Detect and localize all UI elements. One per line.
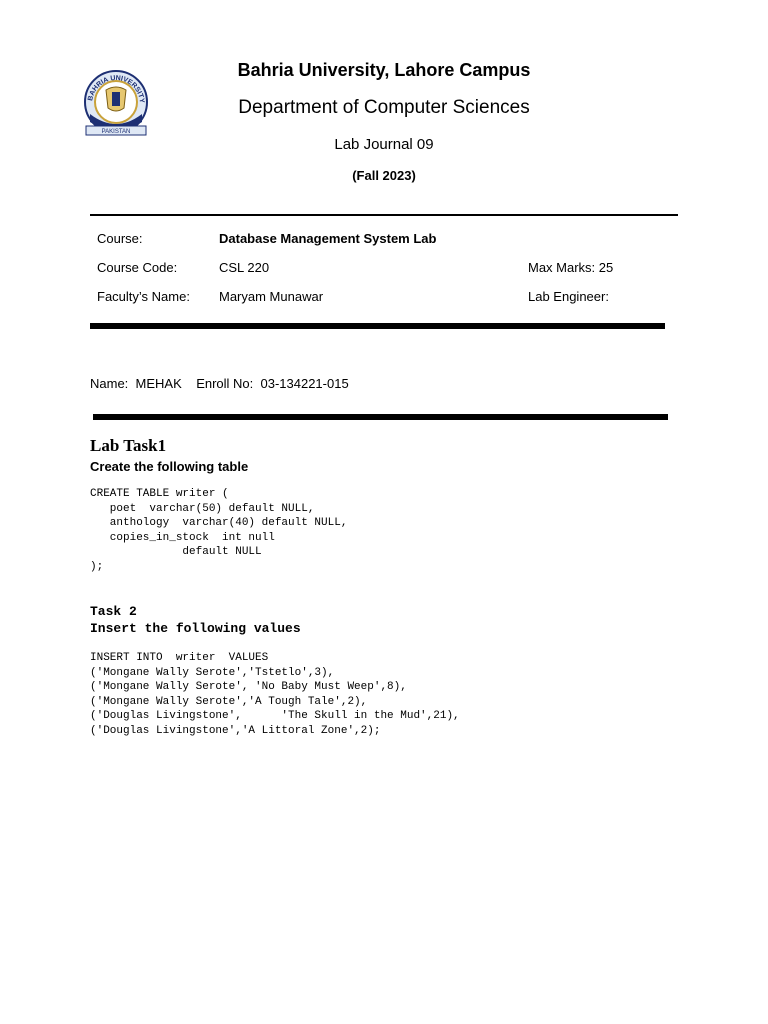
- faculty-value: Maryam Munawar: [219, 289, 324, 304]
- info-divider: [90, 323, 665, 329]
- course-code-label: Course Code:: [97, 260, 178, 275]
- university-logo: [82, 68, 150, 140]
- course-value: Database Management System Lab: [219, 231, 437, 246]
- task1-title: Lab Task1: [90, 436, 167, 455]
- task2-title: Task 2: [90, 604, 137, 619]
- task1-code: CREATE TABLE writer ( poet varchar(50) default NULL, anthology varchar(40) default NULL, copies_in_stock int null default NULL );: [90, 488, 348, 573]
- university-name: Bahria University, Lahore Campus: [237, 60, 531, 80]
- student-line: Name: MEHAK Enroll No: 03-134221-015: [90, 376, 349, 391]
- header-divider: [90, 214, 678, 216]
- course-code-value: CSL 220: [219, 260, 270, 275]
- logo-text-bottom: PAKISTAN: [101, 129, 131, 135]
- term: (Fall 2023): [352, 168, 416, 183]
- logo-text-top: BAHRIA UNIVERSITY: [87, 74, 146, 104]
- faculty-label: Faculty’s Name:: [97, 289, 190, 304]
- journal-title: Lab Journal 09: [334, 136, 434, 153]
- max-marks: Max Marks: 25: [528, 260, 614, 275]
- department-name: Department of Computer Sciences: [238, 97, 530, 118]
- task1-subtitle: Create the following table: [90, 459, 249, 474]
- task2-subtitle: Insert the following values: [90, 621, 301, 636]
- task2-code: INSERT INTO writer VALUES ('Mongane Wally Serote','Tstetlo',3), ('Mongane Wally Serote', 'No Baby Must Weep',8), ('Mongane Wally Serote','A Tough Tale',2), ('Douglas Livingstone', 'The Skull in the Mud',21), ('Douglas Livingstone','A Littoral Zone',2);: [90, 652, 460, 737]
- course-label: Course:: [97, 231, 143, 246]
- lab-engineer-label: Lab Engineer:: [528, 289, 609, 304]
- student-divider: [93, 414, 668, 420]
